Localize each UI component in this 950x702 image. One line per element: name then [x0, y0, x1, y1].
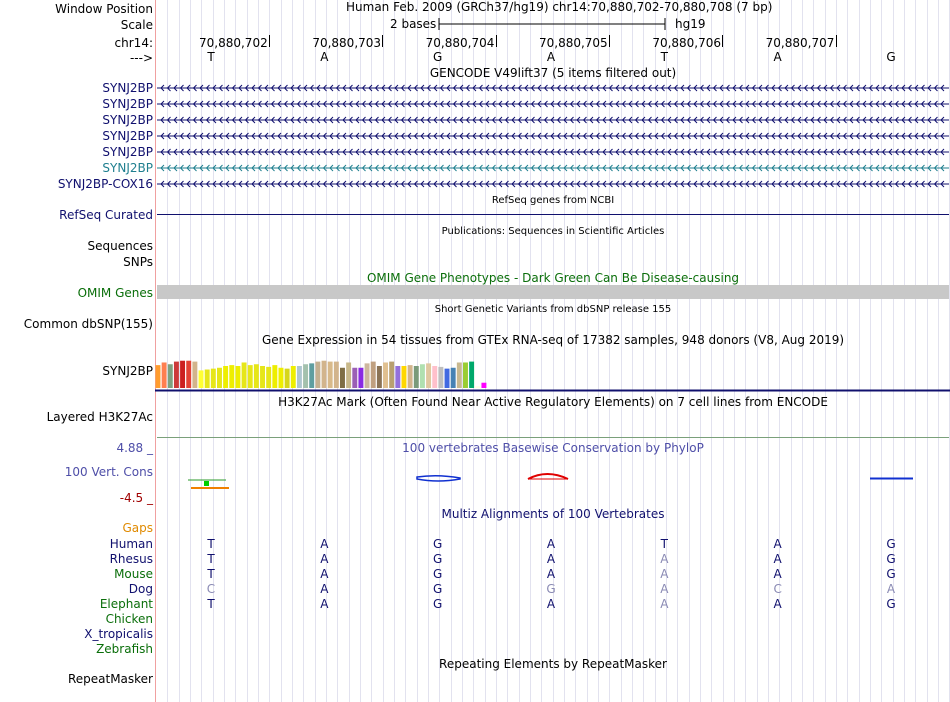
- gtex-tissue-bar[interactable]: [217, 368, 222, 388]
- alignment-base: G: [433, 537, 443, 551]
- gtex-tissue-bar[interactable]: [229, 365, 234, 388]
- ruler-coordinate: 70,880,705: [538, 36, 608, 50]
- species-label[interactable]: Rhesus: [109, 552, 153, 566]
- gtex-tissue-bar[interactable]: [438, 367, 443, 388]
- reference-base: T: [660, 50, 668, 64]
- gencode-item-label[interactable]: SYNJ2BP: [102, 97, 153, 111]
- gtex-tissue-bar[interactable]: [162, 362, 167, 388]
- publications-title[interactable]: Publications: Sequences in Scientific Articles: [441, 226, 665, 237]
- alignment-base: A: [320, 567, 329, 581]
- gtex-tissue-bar[interactable]: [156, 365, 161, 388]
- scale-label: Scale: [120, 18, 153, 32]
- alignment-base: A: [546, 537, 556, 551]
- gtex-tissue-bar[interactable]: [297, 366, 302, 388]
- alignment-base: C: [206, 582, 216, 596]
- gtex-tissue-bar[interactable]: [174, 362, 179, 388]
- gtex-tissue-bar[interactable]: [248, 365, 253, 388]
- gtex-tissue-bar[interactable]: [408, 365, 413, 388]
- reference-base: A: [546, 50, 556, 64]
- reference-base: A: [320, 50, 329, 64]
- alignment-base: A: [660, 582, 669, 596]
- gencode-transcript-line[interactable]: [157, 83, 949, 93]
- ruler-tick: [836, 35, 837, 47]
- strand-label: --->: [129, 51, 153, 65]
- gtex-tissue-bar[interactable]: [199, 370, 204, 388]
- scale-bar: [438, 16, 668, 32]
- species-label[interactable]: Mouse: [114, 567, 153, 581]
- phylop-max-label: 4.88 _: [116, 441, 153, 455]
- reference-base: G: [886, 50, 896, 64]
- alignment-base: A: [660, 597, 669, 611]
- alignment-base: A: [660, 552, 669, 566]
- ruler-coordinate: 70,880,704: [425, 36, 495, 50]
- gencode-transcript-line[interactable]: [157, 179, 949, 189]
- alignment-base: A: [546, 552, 556, 566]
- gtex-tissue-bar[interactable]: [445, 369, 450, 388]
- alignment-base: A: [546, 567, 556, 581]
- gencode-item-label[interactable]: SYNJ2BP: [102, 113, 153, 127]
- gtex-tissue-bar[interactable]: [377, 366, 382, 388]
- ruler-tick: [722, 35, 723, 47]
- h3k27ac-label[interactable]: Layered H3K27Ac: [46, 410, 153, 424]
- gtex-tissue-bar[interactable]: [260, 366, 265, 388]
- gtex-tissue-bar[interactable]: [168, 364, 173, 388]
- gtex-tissue-bar[interactable]: [223, 366, 228, 388]
- gtex-tissue-bar[interactable]: [303, 364, 308, 388]
- phylop-label[interactable]: 100 Vert. Cons: [64, 465, 153, 479]
- alignment-base: T: [207, 537, 215, 551]
- alignment-base: A: [886, 582, 896, 596]
- alignment-base: T: [660, 537, 668, 551]
- gtex-tissue-bar[interactable]: [285, 369, 290, 388]
- alignment-base: G: [886, 552, 896, 566]
- alignment-base: G: [433, 567, 443, 581]
- publications-label[interactable]: Sequences: [87, 239, 153, 253]
- omim-label[interactable]: OMIM Genes: [77, 286, 153, 300]
- h3k27ac-baseline: [157, 437, 949, 438]
- alignment-base: T: [207, 567, 215, 581]
- ruler-tick: [609, 35, 610, 47]
- ruler-coordinate: 70,880,706: [652, 36, 722, 50]
- phylop-mark-2: [417, 476, 460, 481]
- gencode-item-label[interactable]: SYNJ2BP: [102, 81, 153, 95]
- gtex-tissue-bar[interactable]: [279, 368, 284, 388]
- phylop-graph[interactable]: [155, 466, 950, 496]
- gtex-label[interactable]: SYNJ2BP: [102, 364, 153, 378]
- chrom-label: chr14:: [114, 36, 153, 50]
- alignment-base: G: [886, 567, 896, 581]
- alignment-base: T: [207, 552, 215, 566]
- ruler-tick: [382, 35, 383, 47]
- alignment-base: G: [546, 582, 556, 596]
- gencode-transcript-line[interactable]: [157, 131, 949, 141]
- gtex-tissue-bar[interactable]: [340, 368, 345, 388]
- gtex-tissue-bar[interactable]: [334, 362, 339, 388]
- species-label[interactable]: Chicken: [105, 612, 153, 626]
- gtex-tissue-bar[interactable]: [451, 368, 456, 388]
- gencode-transcript-line[interactable]: [157, 163, 949, 173]
- gtex-tissue-bar[interactable]: [389, 362, 394, 388]
- alignment-base: C: [773, 582, 782, 596]
- gtex-bar-chart[interactable]: [155, 344, 950, 392]
- gtex-tissue-bar[interactable]: [432, 366, 437, 388]
- multiz-title[interactable]: Multiz Alignments of 100 Vertebrates: [441, 507, 665, 521]
- gtex-tissue-bar[interactable]: [475, 386, 480, 388]
- alignment-base: A: [320, 552, 329, 566]
- alignment-base: A: [773, 537, 782, 551]
- gencode-item-label[interactable]: SYNJ2BP-COX16: [57, 177, 153, 191]
- gtex-tissue-bar[interactable]: [322, 361, 327, 388]
- alignment-base: A: [773, 552, 782, 566]
- repeatmasker-label[interactable]: RepeatMasker: [67, 672, 153, 686]
- gtex-tissue-bar[interactable]: [186, 361, 191, 388]
- gtex-tissue-bar[interactable]: [235, 366, 240, 388]
- gencode-transcript-line[interactable]: [157, 99, 949, 109]
- phylop-title[interactable]: 100 vertebrates Basewise Conservation by PhyloP: [402, 441, 704, 455]
- ruler-coordinate: 70,880,702: [199, 36, 268, 50]
- gtex-tissue-bar[interactable]: [420, 364, 425, 388]
- alignment-base: A: [320, 597, 329, 611]
- gtex-tissue-bar[interactable]: [395, 366, 400, 388]
- species-label[interactable]: X_tropicalis: [84, 627, 153, 641]
- species-label[interactable]: Human: [109, 537, 153, 551]
- gtex-tissue-bar[interactable]: [291, 366, 296, 388]
- alignment-base: G: [433, 552, 443, 566]
- window-position-label: Window Position: [55, 2, 153, 16]
- omim-bar[interactable]: [157, 285, 949, 299]
- alignment-base: A: [320, 537, 329, 551]
- reference-base: A: [773, 50, 782, 64]
- gtex-tissue-bar[interactable]: [365, 363, 370, 388]
- gtex-tissue-bar[interactable]: [242, 362, 247, 388]
- gtex-tissue-bar[interactable]: [352, 368, 357, 388]
- dbsnp-title[interactable]: Short Genetic Variants from dbSNP release 155: [434, 304, 672, 315]
- refseq-title[interactable]: RefSeq genes from NCBI: [491, 195, 615, 206]
- species-label[interactable]: Elephant: [99, 597, 153, 611]
- refseq-line[interactable]: [157, 214, 949, 215]
- species-label[interactable]: Zebrafish: [96, 642, 153, 656]
- gtex-tissue-bar[interactable]: [457, 362, 462, 388]
- ruler-coordinate: 70,880,707: [765, 36, 835, 50]
- gtex-tissue-bar[interactable]: [315, 362, 320, 388]
- gencode-transcript-line[interactable]: [157, 147, 949, 157]
- phylop-mark-1: [188, 480, 229, 488]
- repeatmasker-title[interactable]: Repeating Elements by RepeatMasker: [439, 657, 667, 671]
- h3k27ac-title[interactable]: H3K27Ac Mark (Often Found Near Active Regulatory Elements) on 7 cell lines from ENCODE: [278, 395, 828, 409]
- alignment-base: G: [886, 597, 896, 611]
- gtex-tissue-bar[interactable]: [180, 361, 185, 388]
- gtex-tissue-bar[interactable]: [309, 363, 314, 388]
- ruler-tick: [269, 35, 270, 47]
- snps-label[interactable]: SNPs: [123, 255, 153, 269]
- alignment-base: T: [207, 597, 215, 611]
- gtex-tissue-bar[interactable]: [371, 362, 376, 388]
- scale-assembly: hg19: [675, 17, 706, 31]
- gtex-tissue-bar[interactable]: [211, 369, 216, 388]
- gtex-tissue-bar[interactable]: [402, 366, 407, 388]
- gtex-tissue-bar[interactable]: [266, 367, 271, 388]
- alignment-base: A: [773, 597, 782, 611]
- gtex-tissue-bar[interactable]: [463, 362, 468, 388]
- phylop-min-label: -4.5 _: [119, 491, 153, 505]
- alignment-base: A: [660, 567, 669, 581]
- alignment-base: G: [886, 537, 896, 551]
- reference-base: T: [207, 50, 215, 64]
- dbsnp-label[interactable]: Common dbSNP(155): [23, 317, 153, 331]
- ruler-coordinate: 70,880,703: [312, 36, 382, 50]
- species-label[interactable]: Dog: [128, 582, 153, 596]
- alignment-base: A: [546, 597, 556, 611]
- reference-base: G: [433, 50, 443, 64]
- alignment-base: G: [433, 582, 443, 596]
- ruler-tick: [496, 35, 497, 47]
- gtex-title[interactable]: Gene Expression in 54 tissues from GTEx RNA-seq of 17382 samples, 948 donors (V8, Aug 2019): [261, 333, 845, 347]
- alignment-base: G: [433, 597, 443, 611]
- gtex-tissue-bar[interactable]: [358, 368, 363, 388]
- window-position-value: Human Feb. 2009 (GRCh37/hg19) chr14:70,880,702-70,880,708 (7 bp): [346, 0, 773, 14]
- gtex-tissue-bar[interactable]: [192, 362, 197, 388]
- gtex-tissue-bar[interactable]: [469, 362, 474, 388]
- gencode-title[interactable]: GENCODE V49lift37 (5 items filtered out): [429, 66, 677, 80]
- gtex-tissue-bar[interactable]: [346, 362, 351, 388]
- gtex-tissue-bar[interactable]: [205, 370, 210, 388]
- gtex-tissue-bar[interactable]: [254, 364, 259, 388]
- gtex-tissue-bar[interactable]: [481, 383, 486, 388]
- gtex-tissue-bar[interactable]: [272, 365, 277, 388]
- gencode-item-label[interactable]: SYNJ2BP: [102, 161, 153, 175]
- alignment-base: A: [773, 567, 782, 581]
- gencode-item-label[interactable]: SYNJ2BP: [102, 129, 153, 143]
- scale-text: 2 bases: [390, 17, 437, 31]
- alignment-base: A: [320, 582, 329, 596]
- gtex-tissue-bar[interactable]: [328, 362, 333, 388]
- gencode-item-label[interactable]: SYNJ2BP: [102, 145, 153, 159]
- gtex-tissue-bar[interactable]: [426, 363, 431, 388]
- gtex-tissue-bar[interactable]: [383, 362, 388, 388]
- gtex-tissue-bar[interactable]: [414, 366, 419, 388]
- gencode-transcript-line[interactable]: [157, 115, 949, 125]
- refseq-label[interactable]: RefSeq Curated: [59, 208, 153, 222]
- omim-title[interactable]: OMIM Gene Phenotypes - Dark Green Can Be Disease-causing: [366, 271, 740, 285]
- gaps-label[interactable]: Gaps: [122, 521, 153, 535]
- phylop-mark-3: [528, 474, 568, 479]
